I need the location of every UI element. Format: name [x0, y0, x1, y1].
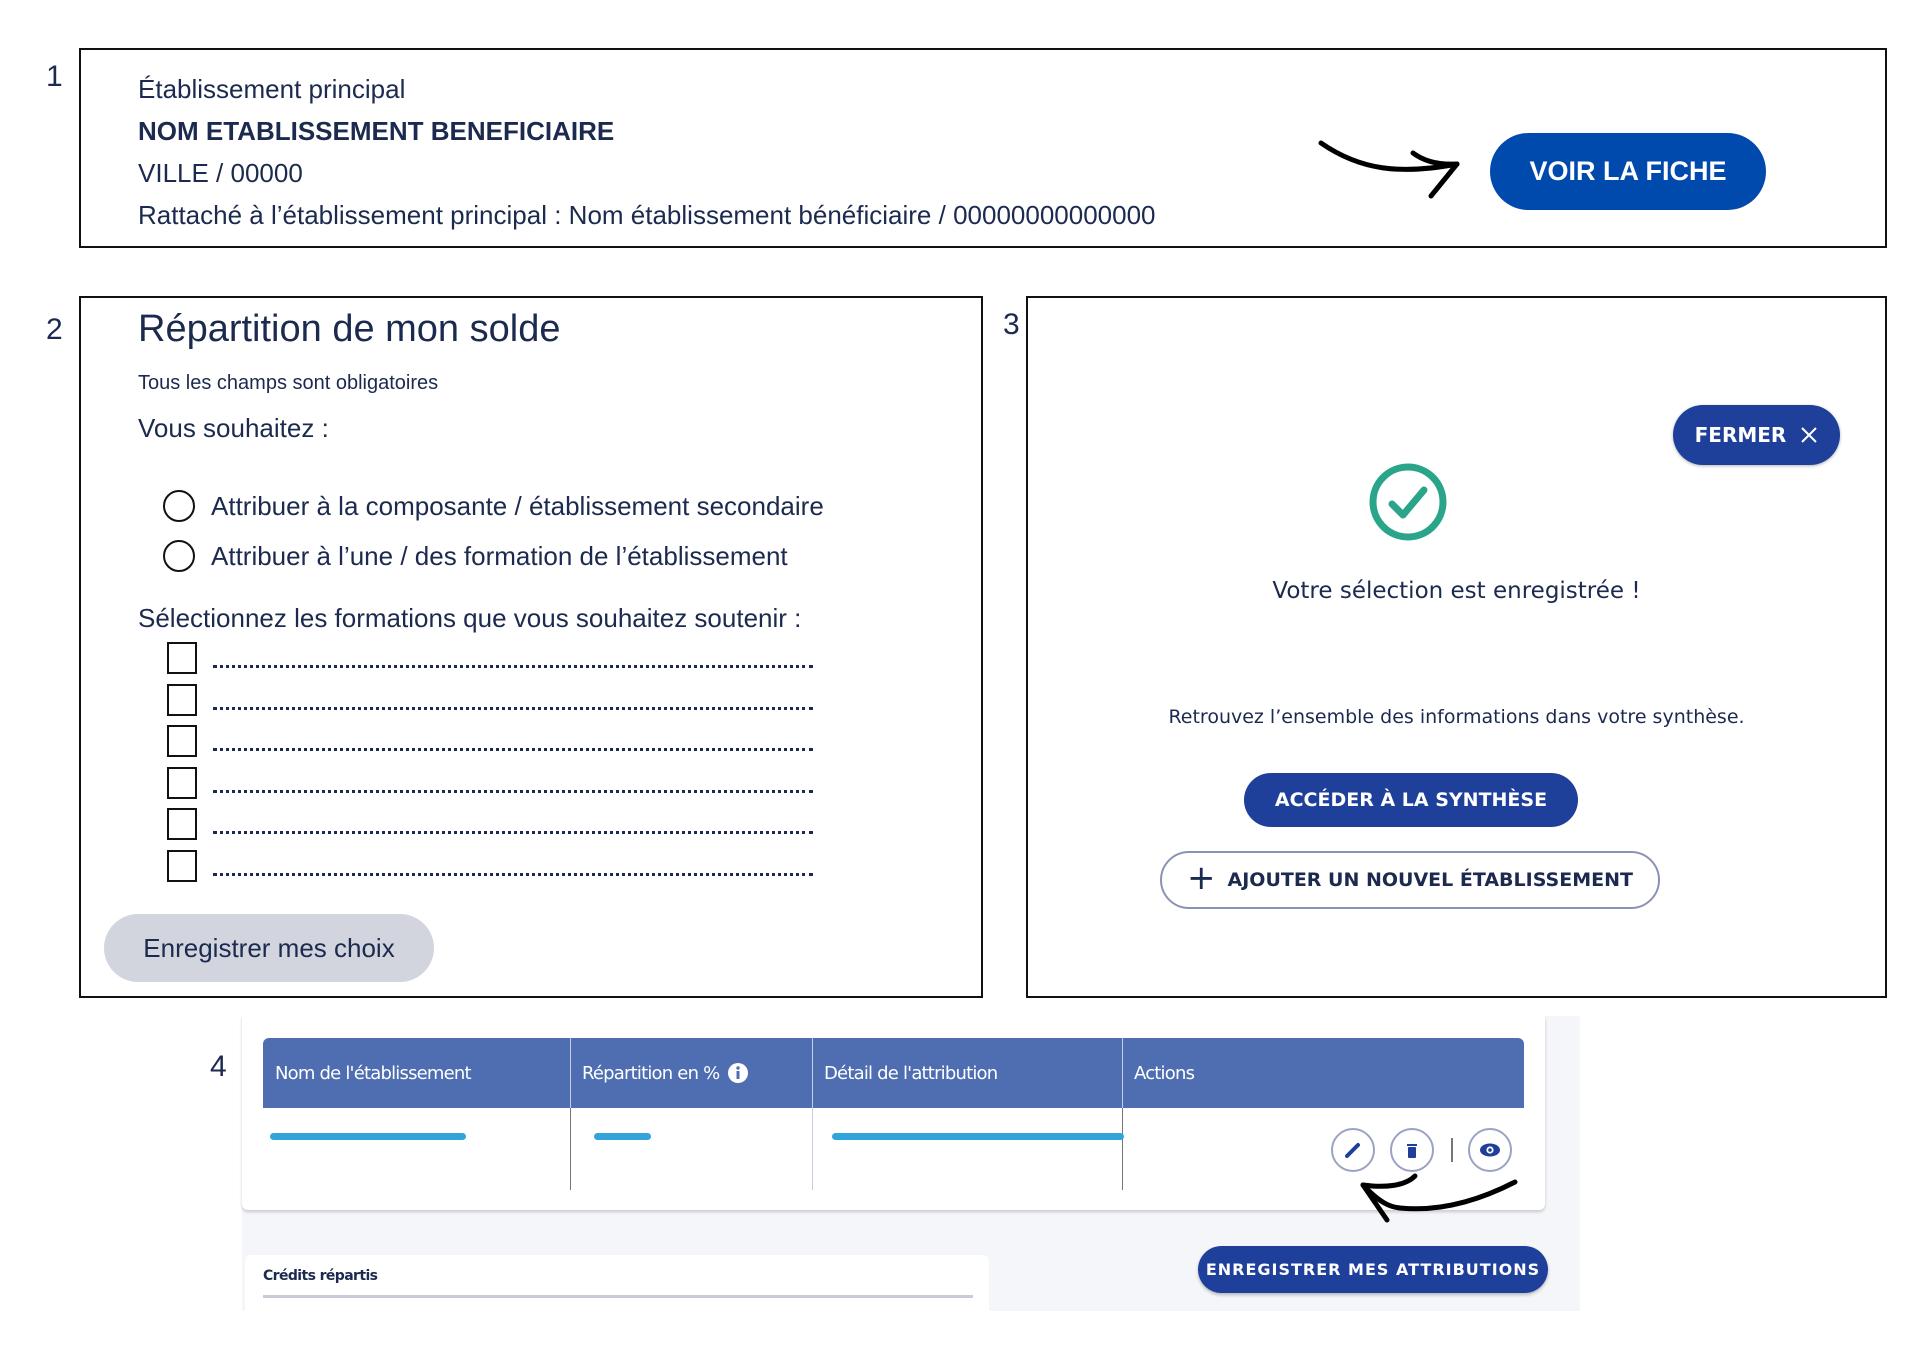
plus-icon: +	[1187, 858, 1216, 898]
section-number-1: 1	[46, 60, 63, 93]
form-title: Répartition de mon solde	[138, 308, 561, 350]
section-number-2: 2	[46, 313, 63, 346]
column-header-actions: Actions	[1134, 1062, 1195, 1084]
establishment-attachment: Rattaché à l’établissement principal : Nom établissement bénéficiaire / 00000000000000	[138, 200, 1156, 230]
establishment-label: Établissement principal	[138, 74, 406, 104]
save-attributions-button[interactable]: ENREGISTRER MES ATTRIBUTIONS	[1198, 1246, 1548, 1293]
credits-label: Crédits répartis	[263, 1268, 378, 1284]
column-header-detail: Détail de l'attribution	[824, 1062, 998, 1084]
radio-label: Attribuer à l’une / des formation de l’établissement	[211, 540, 788, 571]
section-number-3: 3	[1003, 308, 1020, 341]
add-establishment-label: AJOUTER UN NOUVEL ÉTABLISSEMENT	[1227, 869, 1633, 891]
confirmation-message: Votre sélection est enregistrée !	[1272, 578, 1641, 604]
save-choices-button[interactable]: Enregistrer mes choix	[104, 914, 434, 982]
required-note: Tous les champs sont obligatoires	[138, 372, 439, 394]
voir-la-fiche-button[interactable]: VOIR LA FICHE	[1490, 133, 1766, 210]
close-label: FERMER	[1694, 423, 1787, 447]
column-header-percent-label: Répartition en %	[582, 1062, 720, 1084]
section-number-4: 4	[210, 1050, 227, 1083]
formations-label: Sélectionnez les formations que vous souhaitez soutenir :	[138, 603, 802, 633]
question-label: Vous souhaitez :	[138, 413, 329, 443]
access-synthesis-button[interactable]: ACCÉDER À LA SYNTHÈSE	[1244, 773, 1578, 827]
establishment-name: NOM ETABLISSEMENT BENEFICIAIRE	[138, 116, 615, 146]
radio-label: Attribuer à la composante / établissement secondaire	[211, 490, 824, 521]
synthesis-info: Retrouvez l’ensemble des informations dans votre synthèse.	[1168, 706, 1745, 728]
establishment-city: VILLE / 00000	[138, 158, 303, 188]
column-header-name: Nom de l'établissement	[275, 1062, 471, 1084]
